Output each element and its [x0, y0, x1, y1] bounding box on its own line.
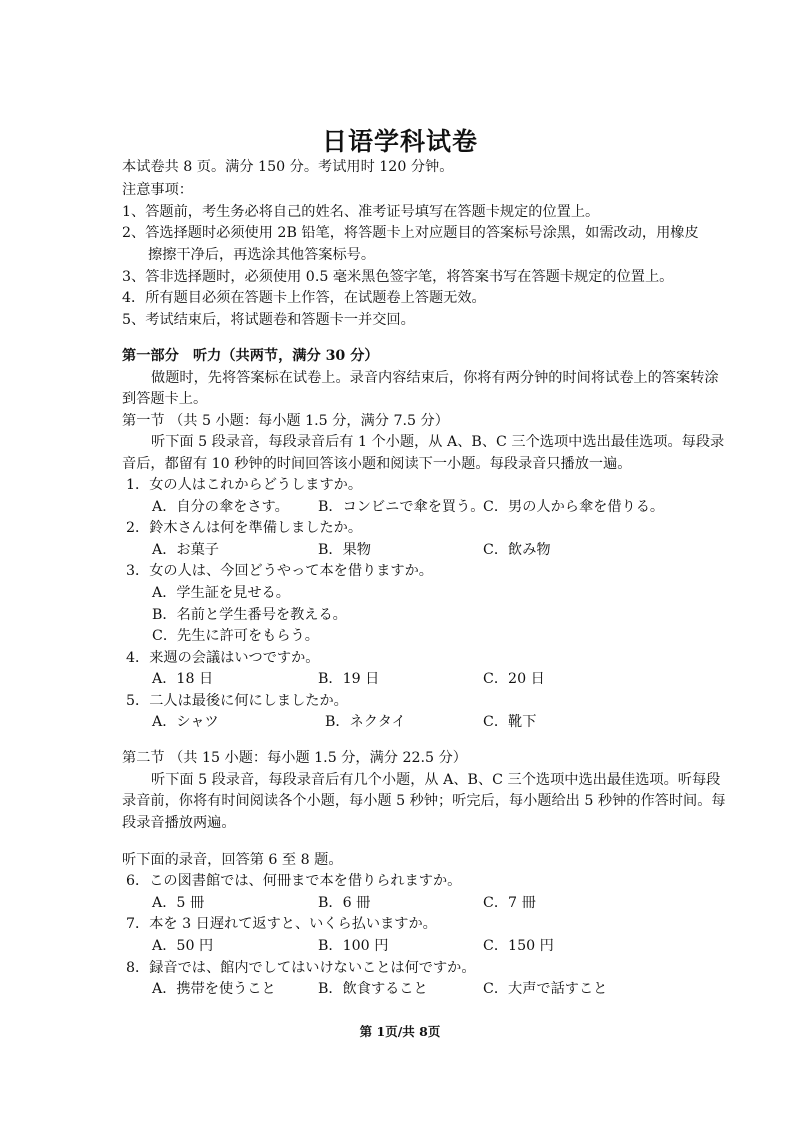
- option-b: B．飲食すること: [318, 981, 428, 997]
- option-c: C．靴下: [483, 714, 537, 730]
- note-item: 4．所有题目必须在答题卡上作答，在试题卷上答题无效。: [122, 290, 486, 306]
- note-item: 3、答非选择题时，必须使用 0.5 毫米黑色签字笔，将答案书写在答题卡规定的位置上。: [122, 269, 674, 285]
- option-c: C．大声で話すこと: [483, 981, 608, 997]
- section1-heading: 第一节 （共 5 小题：每小题 1.5 分，满分 7.5 分）: [122, 413, 449, 429]
- page-footer: 第 1页/共 8页: [359, 1024, 441, 1039]
- option-a: A．50 円: [152, 938, 214, 954]
- option-c: C．20 日: [483, 671, 545, 687]
- question-7: 7．本を 3 日遅れて返すと、いくら払いますか。: [126, 916, 437, 932]
- question-5: 5．二人は最後に何にしましたか。: [126, 693, 348, 709]
- option-b: B．コンビニで傘を買う。: [318, 499, 485, 515]
- question-3: 3．女の人は、今回どうやって本を借りますか。: [126, 563, 433, 579]
- part1-heading: 第一部分 听力（共两节，满分 30 分）: [122, 348, 379, 364]
- section2-instruction: 录音前，你将有时间阅读各个小题，每小题 5 秒钟；听完后，每小题给出 5 秒钟的作答时间。每: [122, 793, 726, 809]
- option-a: A．お菓子: [152, 542, 219, 558]
- option-b: B．6 冊: [318, 895, 371, 911]
- note-item: 1、答题前，考生务必将自己的姓名、准考证号填写在答题卡规定的位置上。: [122, 204, 600, 220]
- section2-instruction: 听下面 5 段录音，每段录音后有几个小题，从 A、B、C 三个选项中选出最佳选项。听每段: [151, 772, 721, 788]
- page-title: 日语学科试卷: [321, 127, 478, 156]
- part1-instruction: 做题时，先将答案标在试卷上。录音内容结束后，你将有两分钟的时间将试卷上的答案转涂: [151, 370, 719, 386]
- option-c: C．先生に許可をもらう。: [152, 628, 319, 644]
- option-c: C．7 冊: [483, 895, 536, 911]
- exam-intro: 本试卷共 8 页。满分 150 分。考试用时 120 分钟。: [122, 159, 454, 175]
- question-4: 4．来週の会議はいつですか。: [126, 650, 320, 666]
- section2-heading: 第二节 （共 15 小题：每小题 1.5 分，满分 22.5 分）: [122, 750, 467, 766]
- notes-heading: 注意事项：: [122, 182, 193, 198]
- note-item: 2、答选择题时必须使用 2B 铅笔，将答题卡上对应题目的答案标号涂黑，如需改动，用橡皮: [122, 225, 699, 241]
- option-a: A．自分の傘をさす。: [152, 499, 289, 515]
- option-a: A．シャツ: [152, 714, 219, 730]
- option-b: B．19 日: [318, 671, 380, 687]
- option-b: B．ネクタイ: [325, 714, 406, 730]
- option-b: B．果物: [318, 542, 371, 558]
- option-c: C．男の人から傘を借りる。: [483, 499, 665, 515]
- section2-instruction: 段录音播放两遍。: [122, 815, 236, 831]
- option-c: C．飲み物: [483, 542, 551, 558]
- option-c: C．150 円: [483, 938, 554, 954]
- option-a: A．18 日: [152, 671, 214, 687]
- option-a: A．5 冊: [152, 895, 205, 911]
- question-8: 8．録音では、館内でしてはいけないことは何ですか。: [126, 960, 476, 976]
- question-2: 2．鈴木さんは何を準備しましたか。: [126, 520, 363, 536]
- question-1: 1．女の人はこれからどうしますか。: [126, 477, 363, 493]
- section1-instruction: 音后，都留有 10 秒钟的时间回答该小题和阅读下一小题。每段录音只播放一遍。: [122, 456, 632, 472]
- option-a: A．学生証を見せる。: [152, 585, 290, 601]
- section2-sub-instruction: 听下面的录音，回答第 6 至 8 题。: [122, 852, 343, 868]
- note-item: 5、考试结束后，将试题卷和答题卡一并交回。: [122, 312, 415, 328]
- section1-instruction: 听下面 5 段录音，每段录音后有 1 个小题，从 A、B、C 三个选项中选出最佳选项。每段录: [151, 434, 725, 450]
- part1-instruction: 到答题卡上。: [122, 391, 208, 407]
- note-item: 擦擦干净后，再选涂其他答案标号。: [148, 247, 376, 263]
- option-b: B．100 円: [318, 938, 389, 954]
- option-b: B．名前と学生番号を教える。: [152, 607, 347, 623]
- option-a: A．携帯を使うこと: [152, 981, 276, 997]
- question-6: 6．この図書館では、何冊まで本を借りられますか。: [126, 873, 462, 889]
